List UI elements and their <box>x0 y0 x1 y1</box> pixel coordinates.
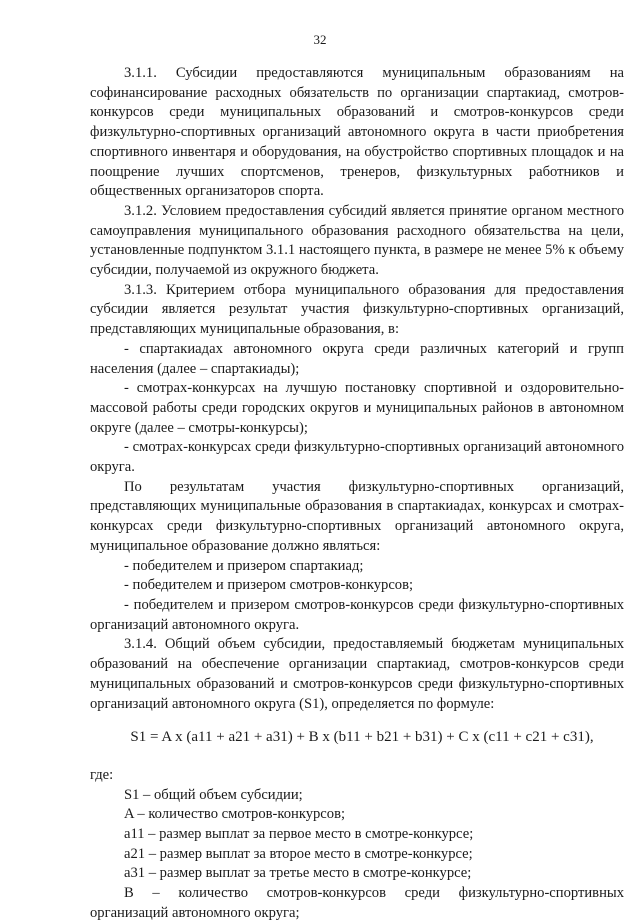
list-item: - смотрах-конкурсах на лучшую постановку спортивной и оздоровительно-массовой работы среди городских округов и муниципальных районов в автономном округе (далее – смотры-конкурсы); <box>90 380 624 436</box>
document-body <box>90 64 624 924</box>
definition-s1: S1 – общий объем субсидии; <box>124 786 303 803</box>
page-number: 32 <box>313 32 327 47</box>
definition-a2: a21 – размер выплат за второе место в смотре-конкурсе; <box>124 845 473 862</box>
where-label: где: <box>90 766 114 783</box>
definition-b: B – количество смотров-конкурсов среди физкультурно-спортивных организаций автономного округа; <box>90 885 624 921</box>
paragraph-3-1-1: 3.1.1. Субсидии предоставляются муниципальным образованиям на софинансирование расходных обязательств по организации спартакиад, смотров-конкурсов среди муниципальных образований и смотров-конкурсов среди физкультурно-спортивных организаций автономного округа в части приобретения спортивного инвентаря и оборудования, на обустройство спортивных площадок и на поощрение лучших спортсменов, тренеров, физкультурных работников и общественных организаторов спорта. <box>90 65 624 200</box>
paragraph-3-1-2: 3.1.2. Условием предоставления субсидий является принятие органом местного самоуправления муниципального образования расходного обязательства на цели, установленные подпунктом 3.1.1 настоящего пункта, в размере не менее 5% к объему субсидии, получаемой из окружного бюджета. <box>90 202 624 279</box>
definition-a3: a31 – размер выплат за третье место в смотре-конкурсе; <box>124 865 472 882</box>
definition-a1: a11 – размер выплат за первое место в смотре-конкурсе; <box>124 826 474 843</box>
paragraph-3-1-3: 3.1.3. Критерием отбора муниципального образования для предоставления субсидии является результат участия физкультурно-спортивных организаций, представляющих муниципальные образования, в: <box>90 281 624 338</box>
list-item: - победителем и призером спартакиад; <box>124 557 364 574</box>
paragraph-3-1-4: 3.1.4. Общий объем субсидии, предоставляемый бюджетам муниципальных образований на обеспечение организации спартакиад, смотров-конкурсов среди муниципальных образований и смотров-конкурсов среди физкультурно-спортивных организаций автономного округа (S1), определяется по формуле: <box>90 636 624 712</box>
subsidy-formula: S1 = A x (a11 + a21 + a31) + B x (b11 + b21 + b31) + C x (c11 + c21 + c31), <box>130 729 594 746</box>
list-item: - смотрах-конкурсах среди физкультурно-спортивных организаций автономного округа. <box>90 439 624 476</box>
paragraph-results: По результатам участия физкультурно-спортивных организаций, представляющих муниципальные образования в спартакиадах, конкурсах и смотрах-конкурсах среди физкультурно-спортивных организаций автономного округа, муниципальное образование должно являться: <box>90 478 624 554</box>
list-item: - победителем и призером смотров-конкурсов среди физкультурно-спортивных организаций автономного округа. <box>90 596 624 633</box>
list-item: - победителем и призером смотров-конкурсов; <box>124 577 414 594</box>
list-item: - спартакиадах автономного округа среди различных категорий и групп населения (далее – спартакиады); <box>90 340 624 377</box>
definition-a: A – количество смотров-конкурсов; <box>124 806 346 823</box>
